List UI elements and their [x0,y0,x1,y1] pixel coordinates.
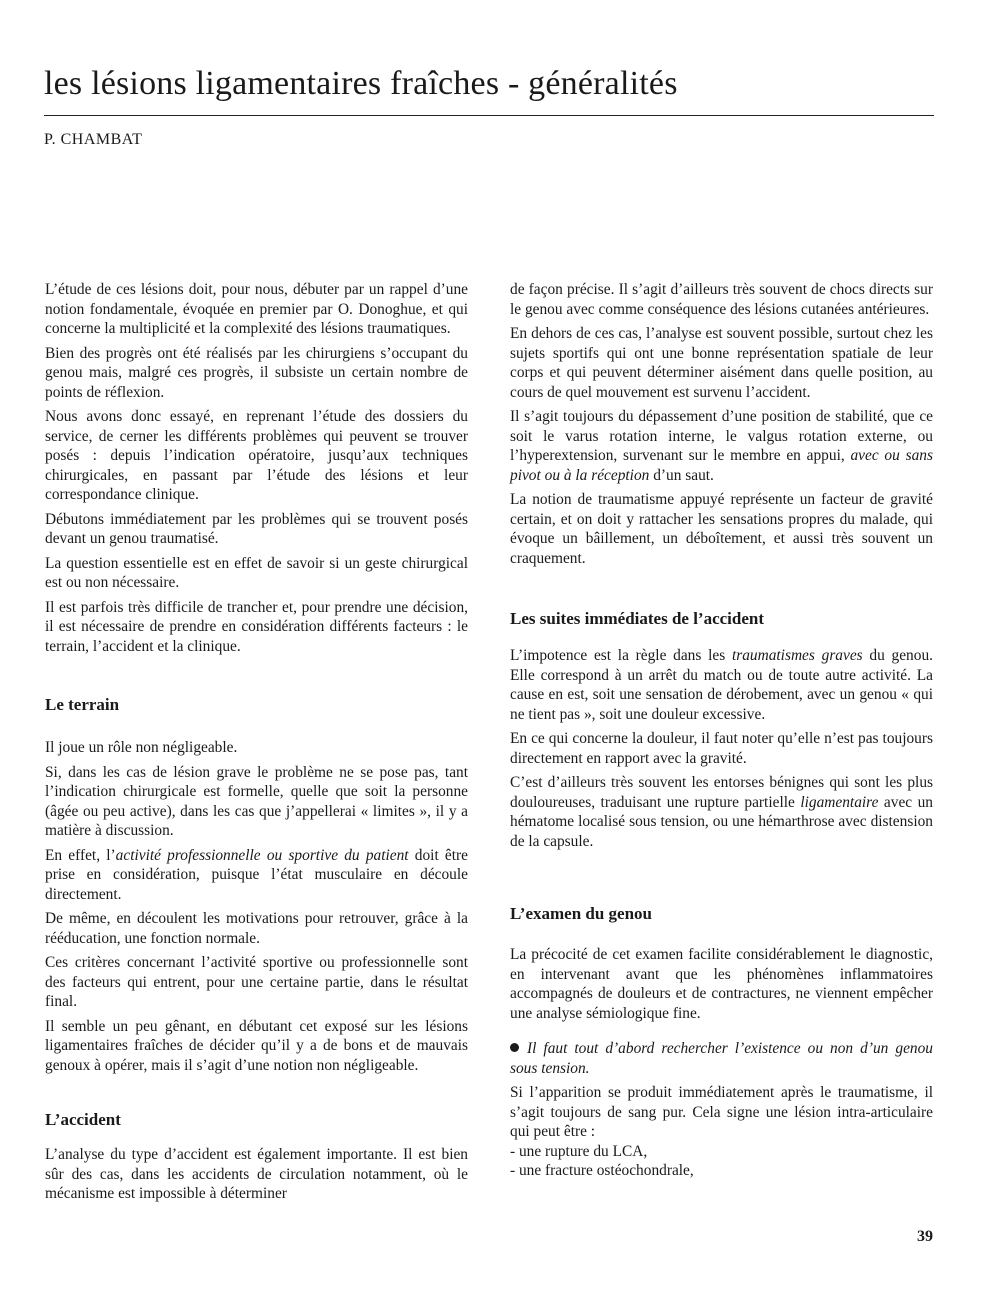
paragraph [510,407,933,485]
italic-run: Il faut tout d’abord rechercher l’existence ou non d’un genou sous tension. [510,1040,933,1077]
section-heading-accident: L’accident [45,1110,121,1129]
paragraph: Il est parfois très difficile de trancher et, pour prendre une décision, il est nécessaire de prendre en considération différents facteurs : le terrain, l’accident et la clinique. [45,598,468,655]
section-heading-terrain: Le terrain [45,695,120,714]
paragraph: L’analyse du type d’accident est également importante. Il est bien sûr des cas, dans les accidents de circulation notamment, où le mécanisme est impossible à déterminer [45,1146,468,1202]
page-number: 39 [917,1228,933,1245]
list-item: - une fracture ostéochondrale, [510,1162,694,1179]
section-heading-examen: L’examen du genou [510,904,653,923]
italic-run: ligamentaire [800,793,879,811]
bullet-paragraph [510,1039,933,1078]
paragraph: En dehors de ces cas, l’analyse est souvent possible, surtout chez les sujets sportifs qui ont une bonne représentation spatiale de leur corps et qui peuvent déterminer aisément dans quelle position, au cours de quel mouvement est survenu l’accident. [510,325,933,401]
paragraph: de façon précise. Il s’agit d’ailleurs très souvent de chocs directs sur le genou avec comme conséquence des lésions cutanées antérieures. [510,281,933,318]
paragraph: Si, dans les cas de lésion grave le problème ne se pose pas, tant l’indication chirurgicale est formelle, quelle que soit la personne (âgée ou peu active), dans les cas que j’appellerai « limites », il y a matière à discussion. [45,763,468,839]
paragraph: L’étude de ces lésions doit, pour nous, débuter par un rappel d’une notion fondamentale, évoquée en premier par O. Donoghue, et qui concerne la multiplicité et la complexité des lésions traumatiques. [45,281,468,337]
paragraph: La notion de traumatisme appuyé représente un facteur de gravité certain, et on doit y rattacher les sensations propres du malade, qui évoque un bâillement, un déboîtement, et aussi très souvent un craquement. [510,491,933,567]
text-run: Il s’agit toujours du dépassement d’une position de stabilité, que ce soit le varus rotation interne, le valgus rotation externe, ou l’hyperextension, survenant sur le membre en appui, [510,408,933,464]
paragraph: Débutons immédiatement par les problèmes qui se trouvent posés devant un genou traumatisé. [45,510,468,547]
italic-run: avec ou sans pivot ou à la réception [510,447,933,484]
paragraph [510,773,933,851]
text-run: C’est d’ailleurs très souvent les entorses bénignes qui sont les plus douloureuses, traduisant une rupture partielle [510,774,933,811]
paragraph [45,846,468,905]
text-run: du genou. Elle correspond à un arrêt du match ou de toute autre activité. La cause en est, soit une sensation de dérobement, avec un genou « qui ne tient pas », soit une douleur excessive. [510,647,933,723]
paragraph: La précocité de cet examen facilite considérablement le diagnostic, en intervenant avant que les phénomènes inflammatoires accompagnés de douleurs et de contractures, ne viennent empêcher une analyse sémiologique fine. [510,946,933,1022]
italic-run: traumatismes graves [731,647,863,664]
lesion-list [510,1142,933,1181]
paragraph: Il joue un rôle non négligeable. [45,739,238,756]
title-rule [44,115,934,116]
left-column [45,280,468,1209]
paragraph: Ces critères concernant l’activité sportive ou professionnelle sont des facteurs qui entrent, pour une certaine partie, dans le résultat final. [45,954,468,1010]
text-run: d’un saut. [649,466,714,484]
paragraph: Si l’apparition se produit immédiatement après le traumatisme, il s’agit toujours de sang pur. Cela signe une lésion intra-articulaire qui peut être : [510,1084,933,1140]
text-run: avec un hématome localisé sous tension, ou une hémarthrose avec distension de la capsule. [510,793,933,850]
text-run: L’impotence est la règle dans les [510,647,732,664]
text-run: doit être prise en considération, puisque l’état musculaire en découle directement. [45,846,468,903]
list-item: - une rupture du LCA, [510,1142,648,1160]
section-heading-suites: Les suites immédiates de l’accident [510,609,765,628]
paragraph: La question essentielle est en effet de savoir si un geste chirurgical est ou non nécessaire. [45,554,468,591]
author-name: P. CHAMBAT [44,131,143,148]
paragraph: En ce qui concerne la douleur, il faut noter qu’elle n’est pas toujours directement en rapport avec la gravité. [510,730,933,767]
text-run: En effet, l’ [45,846,116,864]
italic-run: activité professionnelle ou sportive du patient [115,846,409,864]
paragraph: Nous avons donc essayé, en reprenant l’étude des dossiers du service, de cerner les différents problèmes qui peuvent se trouver posés : depuis l’indication opératoire, jusqu’aux techniques chirurgicales, en passant par l’étude des lésions et leur correspondance clinique. [45,408,468,503]
paragraph [510,646,933,724]
paragraph: Bien des progrès ont été réalisés par les chirurgiens s’occupant du genou mais, malgré ces progrès, il subsiste un certain nombre de points de réflexion. [45,344,468,401]
bullet-dot-icon [510,1043,519,1052]
paragraph: Il semble un peu gênant, en débutant cet exposé sur les lésions ligamentaires fraîches de décider qu’il y a de bons et de mauvais genoux à opérer, mais il s’agit d’une notion non négligeable. [45,1017,468,1074]
paragraph: De même, en découlent les motivations pour retrouver, grâce à la rééducation, une fonction normale. [45,910,468,947]
article-title: les lésions ligamentaires fraîches - généralités [44,65,678,102]
right-column [510,280,933,1181]
